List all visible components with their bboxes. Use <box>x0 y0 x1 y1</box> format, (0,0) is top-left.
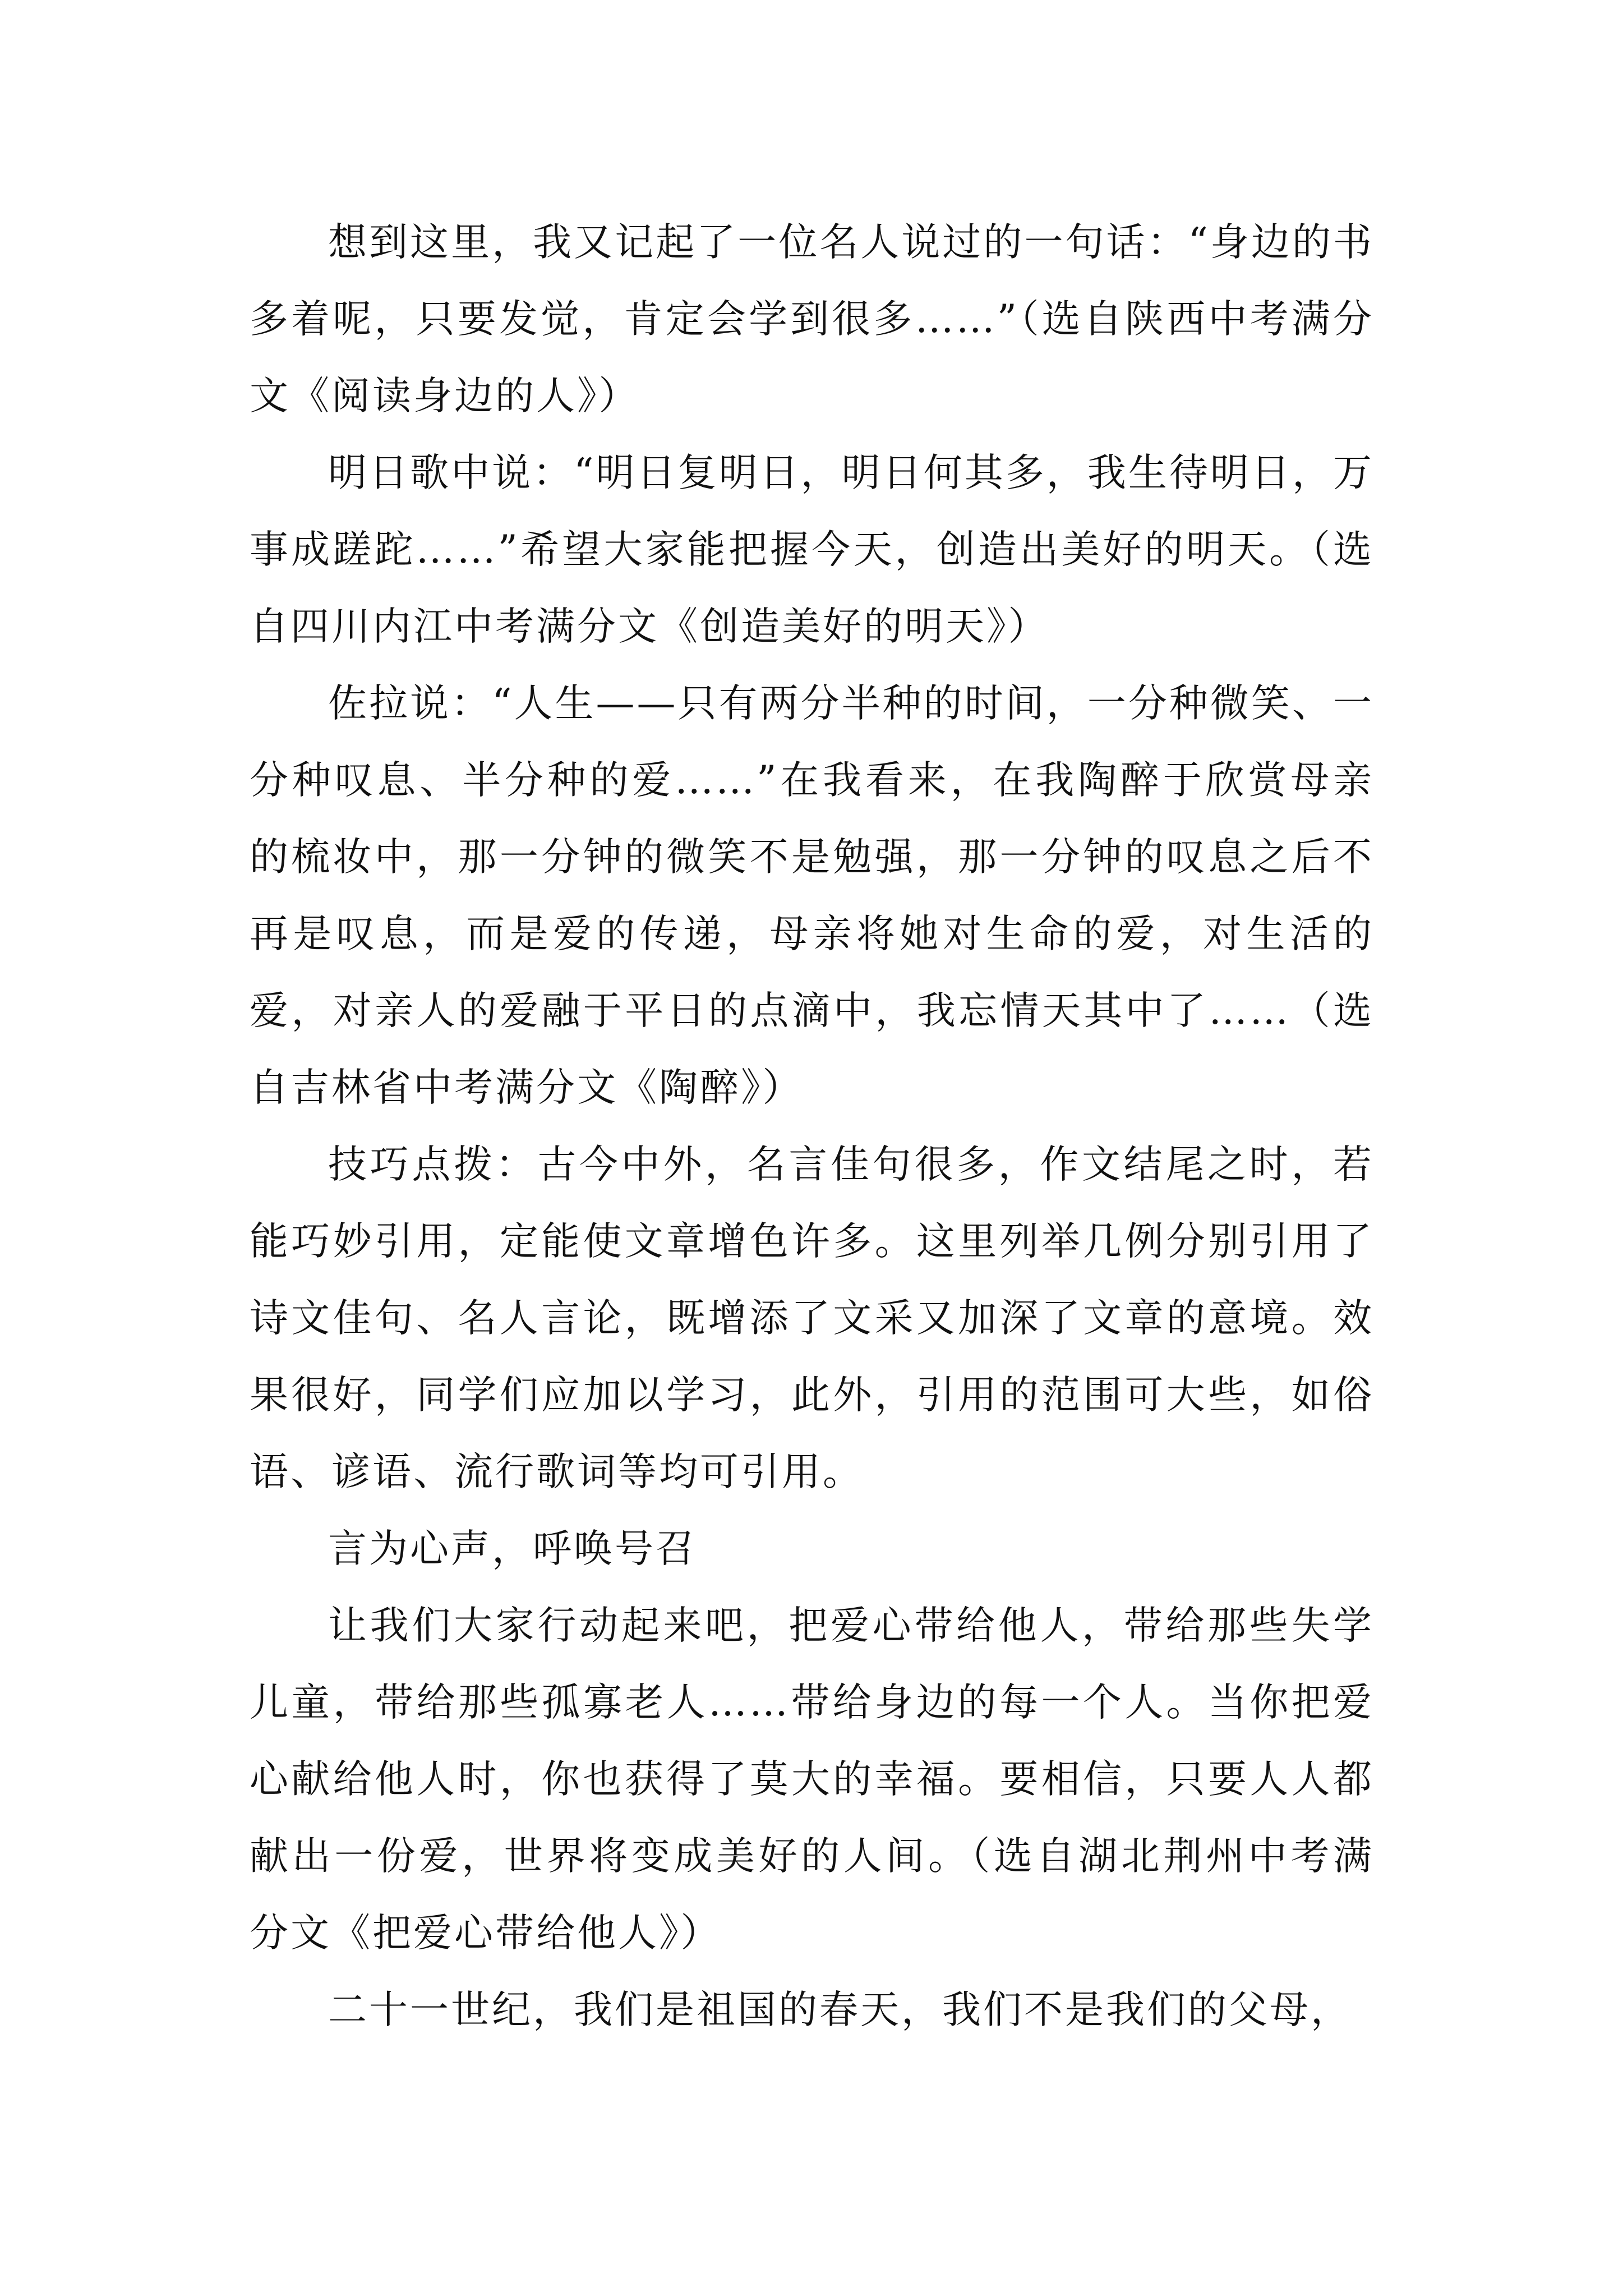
paragraph-tomorrow-song: 明日歌中说：“明日复明日，明日何其多，我生待明日，万事成蹉跎……”希望大家能把握今天，创造出美好的明天。（选自四川内江中考满分文《创造美好的明天》） <box>250 450 1374 649</box>
paragraph-technique-tip: 技巧点拨：古今中外，名言佳句很多，作文结尾之时，若能巧妙引用，定能使文章增色许多。这里列举几例分别引用了诗文佳句、名人言论，既增添了文采又加深了文章的意境。效果很好，同学们应加以学习，此外，引用的范围可大些，如俗语、谚语、流行歌词等均可引用。 <box>250 1142 1374 1494</box>
document-body <box>250 204 1374 2049</box>
paragraph-zola-quote: 佐拉说：“人生——只有两分半种的时间，一分种微笑、一分种叹息、半分种的爱……”在我看来，在我陶醉于欣赏母亲的梳妆中，那一分钟的微笑不是勉强，那一分钟的叹息之后不再是叹息，而是爱的传递，母亲将她对生命的爱，对生活的爱，对亲人的爱融于平日的点滴中，我忘情天其中了……（选自吉林省中考满分文《陶醉》） <box>250 681 1374 1110</box>
paragraph-twenty-first-century: 二十一世纪，我们是祖国的春天，我们不是我们的父母， <box>328 1987 1352 2032</box>
paragraph-quote-reading: 想到这里，我又记起了一位名人说过的一句话：“身边的书多着呢，只要发觉，肯定会学到很多……”（选自陕西中考满分文《阅读身边的人》） <box>250 220 1374 418</box>
section-heading: 言为心声，呼唤号召 <box>328 1526 697 1571</box>
paragraph-love-call: 让我们大家行动起来吧，把爱心带给他人，带给那些失学儿童，带给那些孤寡老人……带给身边的每一个人。当你把爱心献给他人时，你也获得了莫大的幸福。要相信，只要人人都献出一份爱，世界将变成美好的人间。（选自湖北荆州中考满分文《把爱心带给他人》） <box>250 1603 1374 1955</box>
